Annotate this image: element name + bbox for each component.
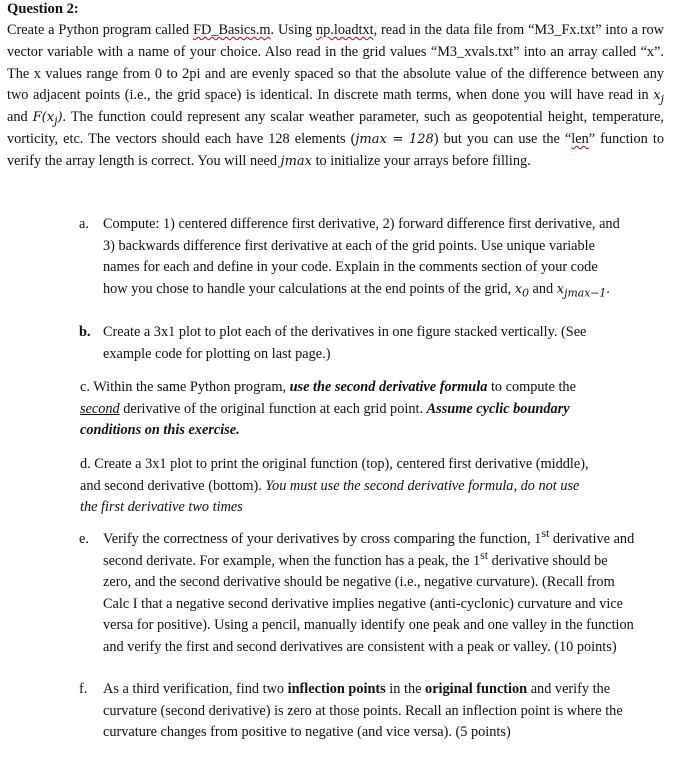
- intro-text-3: , read in the data file from “M3_Fx.txt” into a row vector variable with a name of your choice. Also read in the grid values “M3_xvals.txt” into an array called “x”. The x values range from 0 to 2pi and are evenly spaced so that the absolute value of the difference between any two adjacent points (i.e., the grid space) is identical. In discrete math terms, when done you will have read in: [7, 22, 664, 104]
- jmax-math: jmax: [280, 153, 312, 169]
- filename-text: FD_Basics.m: [193, 22, 271, 38]
- item-f-text: As a third verification, find two inflection points in the original function and verify the curvature (second derivative) is zero at those points. Recall an inflection point is where the curvature changes from positive to negative (and vice versa). (5 points): [103, 681, 623, 741]
- intro-text-1: Create a Python program called: [7, 22, 194, 38]
- question-title: Question 2:: [7, 1, 79, 17]
- item-b-text: Create a 3x1 plot to plot each of the derivatives in one figure stacked vertically. (See example code for plotting on last page.): [103, 324, 587, 362]
- item-c: c. Within the same Python program, use the second derivative formula to compute the second derivative of the original function at each grid point. Assume cyclic boundary conditions on this exercise.: [80, 379, 576, 439]
- item-e-label: e.: [79, 531, 89, 547]
- fxj-math: $F(x_j)$: [32, 110, 63, 128]
- intro-paragraph: [7, 20, 664, 173]
- jmax-equation: jmax = 128: [355, 131, 434, 147]
- intro-text-7: to initialize your arrays before filling.: [312, 152, 531, 169]
- item-a-text: Compute: 1) centered difference first derivative, 2) forward difference first derivative, and 3) backwards difference first derivative at each of the grid points. Use unique variable names for each and define in your code. Explain in the comments section of your code how you chose to handle your calculations at the end points of the grid, $x_0$ and $x_{jmax-1}$.: [103, 216, 620, 300]
- item-e-text: Verify the correctness of your derivatives by cross comparing the function, 1st derivative and second derivate. For example, when the function has a peak, the 1st derivative should be zero, and the second derivative should be negative (i.e., negative curvature). (Recall from Calc I that a negative second derivative implies negative (anti-cyclonic) curvature and vice versa for positive). Using a pencil, manually identify one peak and one valley in the function and verify the first and second derivatives are consistent with a peak or valley. (10 points): [103, 526, 635, 655]
- loadtxt-text: np.loadtxt: [316, 22, 374, 38]
- xj-math: $x_j$: [653, 88, 664, 106]
- intro-text-2: . Using: [270, 22, 316, 38]
- item-b-label: b.: [79, 324, 91, 340]
- intro-text-6: ” function to verify the array length is correct. You will need: [7, 130, 664, 169]
- intro-text-5: ) but you can use the “: [433, 130, 572, 147]
- item-d: d. Create a 3x1 plot to print the original function (top), centered first derivative (middle), and second derivative (bottom). You must use the second derivative formula, do not use the first derivative two times: [80, 456, 589, 516]
- intro-and: and: [7, 109, 33, 126]
- len-text: len: [571, 130, 589, 147]
- item-f-label: f.: [79, 681, 88, 697]
- intro-text-4: . The function could represent any scalar weather parameter, such as geopotential height, temperature, vorticity, etc. The vectors should each have 128 elements (: [7, 109, 665, 147]
- item-a-label: a.: [79, 216, 89, 232]
